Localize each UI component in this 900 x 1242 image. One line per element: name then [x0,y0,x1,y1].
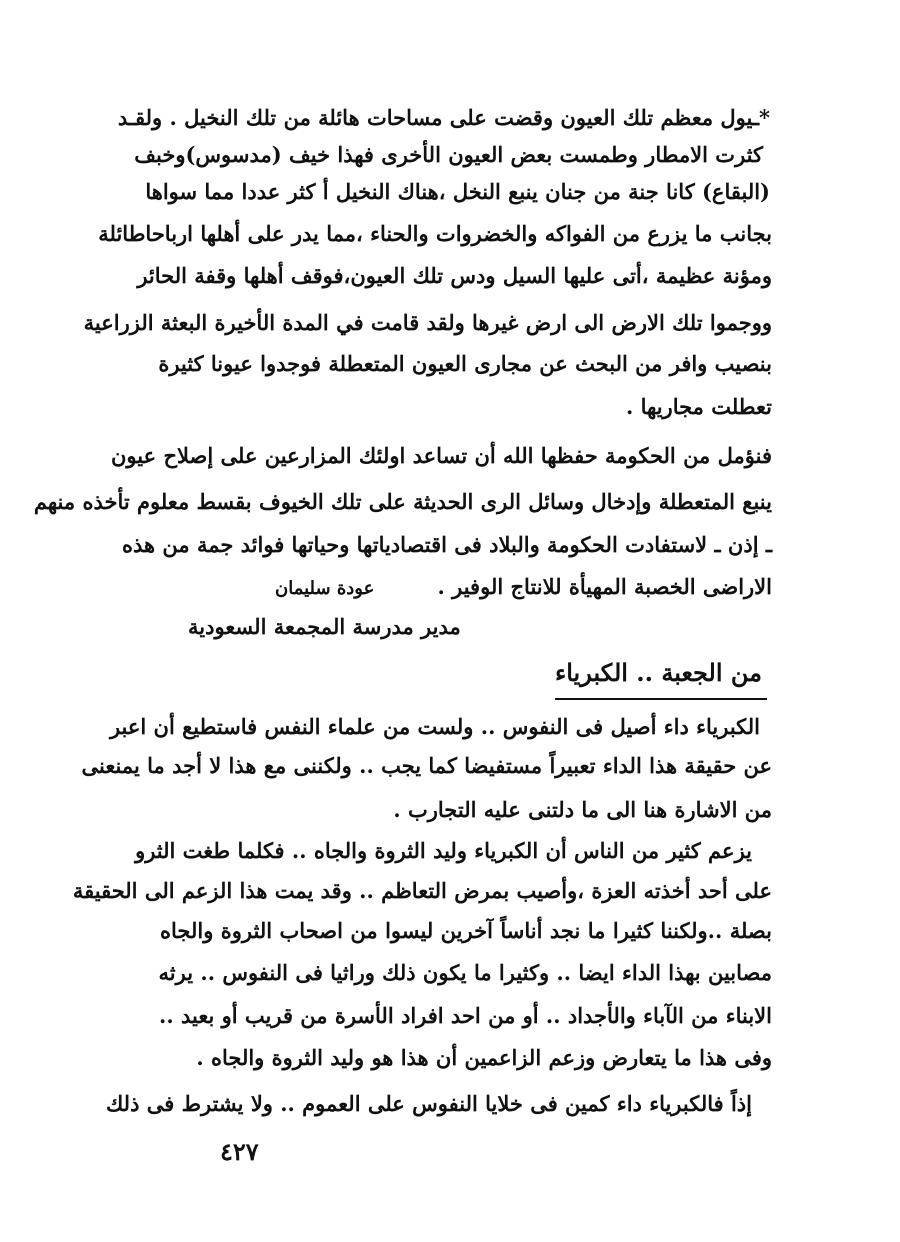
text-line: بصلة ..ولكننا كثيرا ما نجد أناساً آخرين ليسوا من اصحاب الثروة والجاه [160,918,772,943]
author-name: عودة سليمان [275,578,375,599]
text-line: على أحد أخذته العزة ،وأصيب بمرض التعاظم .. وقد يمت هذا الزعم الى الحقيقة [72,878,772,903]
text-line: يزعم كثير من الناس أن الكبرياء وليد الثروة والجاه .. فكلما طغت الثرو [135,838,752,863]
text-line: إذاً فالكبرياء داء كمين فى خلايا النفوس على العموم .. ولا يشترط فى ذلك [105,1091,752,1116]
text-line: كثرت الامطار وطمست بعض العيون الأخرى فهذا خيف (مدسوس)وخبف [134,142,763,167]
text-line: وفى هذا ما يتعارض وزعم الزاعمين أن هذا هو وليد الثروة والجاه . [196,1045,772,1070]
text-line: بجانب ما يزرع من الفواكه والخضروات والحناء ،مما يدر على أهلها ارباحاطائلة [98,221,772,246]
text-line: من الاشارة هنا الى ما دلتنى عليه التجارب . [393,797,772,822]
text-line: الابناء من الآباء والأجداد .. أو من احد افراد الأسرة من قريب أو بعيد .. [159,1003,772,1028]
text-line: الكبرياء داء أصيل فى النفوس .. ولست من علماء النفس فاستطيع أن اعبر [109,714,760,739]
text-line: فنؤمل من الحكومة حفظها الله أن تساعد اولئك المزارعين على إصلاح عيون [111,443,772,468]
text-line: عن حقيقة هذا الداء تعبيراً مستفيضا كما يجب .. ولكننى مع هذا لا أجد ما يمنعنى [81,753,772,778]
text-line: مصابين بهذا الداء ايضا .. وكثيرا ما يكون ذلك وراثيا فى النفوس .. يرثه [158,960,772,985]
page-number: ٤٢٧ [220,1137,259,1166]
text-line: ووجموا تلك الارض الى ارض غيرها ولقد قامت في المدة الأخيرة البعثة الزراعية [83,310,772,335]
author-title: مدير مدرسة المجمعة السعودية [188,614,461,639]
text-line: الاراضى الخصبة المهيأة للانتاج الوفير . [437,574,772,599]
heading-underline [555,698,767,700]
section-heading: من الجعبة .. الكبرياء [554,658,762,687]
text-line: ومؤنة عظيمة ،أتى عليها السيل ودس تلك العيون،فوقف أهلها وقفة الحائر [137,263,772,288]
text-line: *ـيول معظم تلك العيون وقضت على مساحات هائلة من تلك النخيل . ولقـد [117,105,770,130]
text-line: ـ إذن ـ لاستفادت الحكومة والبلاد فى اقتصادياتها وحياتها فوائد جمة من هذه [122,532,772,557]
text-line: (البقاع) كانا جنة من جنان ينبع النخل ،هناك النخيل أ كثر عددا مما سواها [145,179,770,204]
text-line: ينبع المتعطلة وإدخال وسائل الرى الحديثة على تلك الخيوف بقسط معلوم تأخذه منهم [33,489,772,514]
text-line: تعطلت مجاريها . [626,394,772,419]
text-line: بنصيب وافر من البحث عن مجارى العيون المتعطلة فوجدوا عيونا كثيرة [158,351,772,376]
